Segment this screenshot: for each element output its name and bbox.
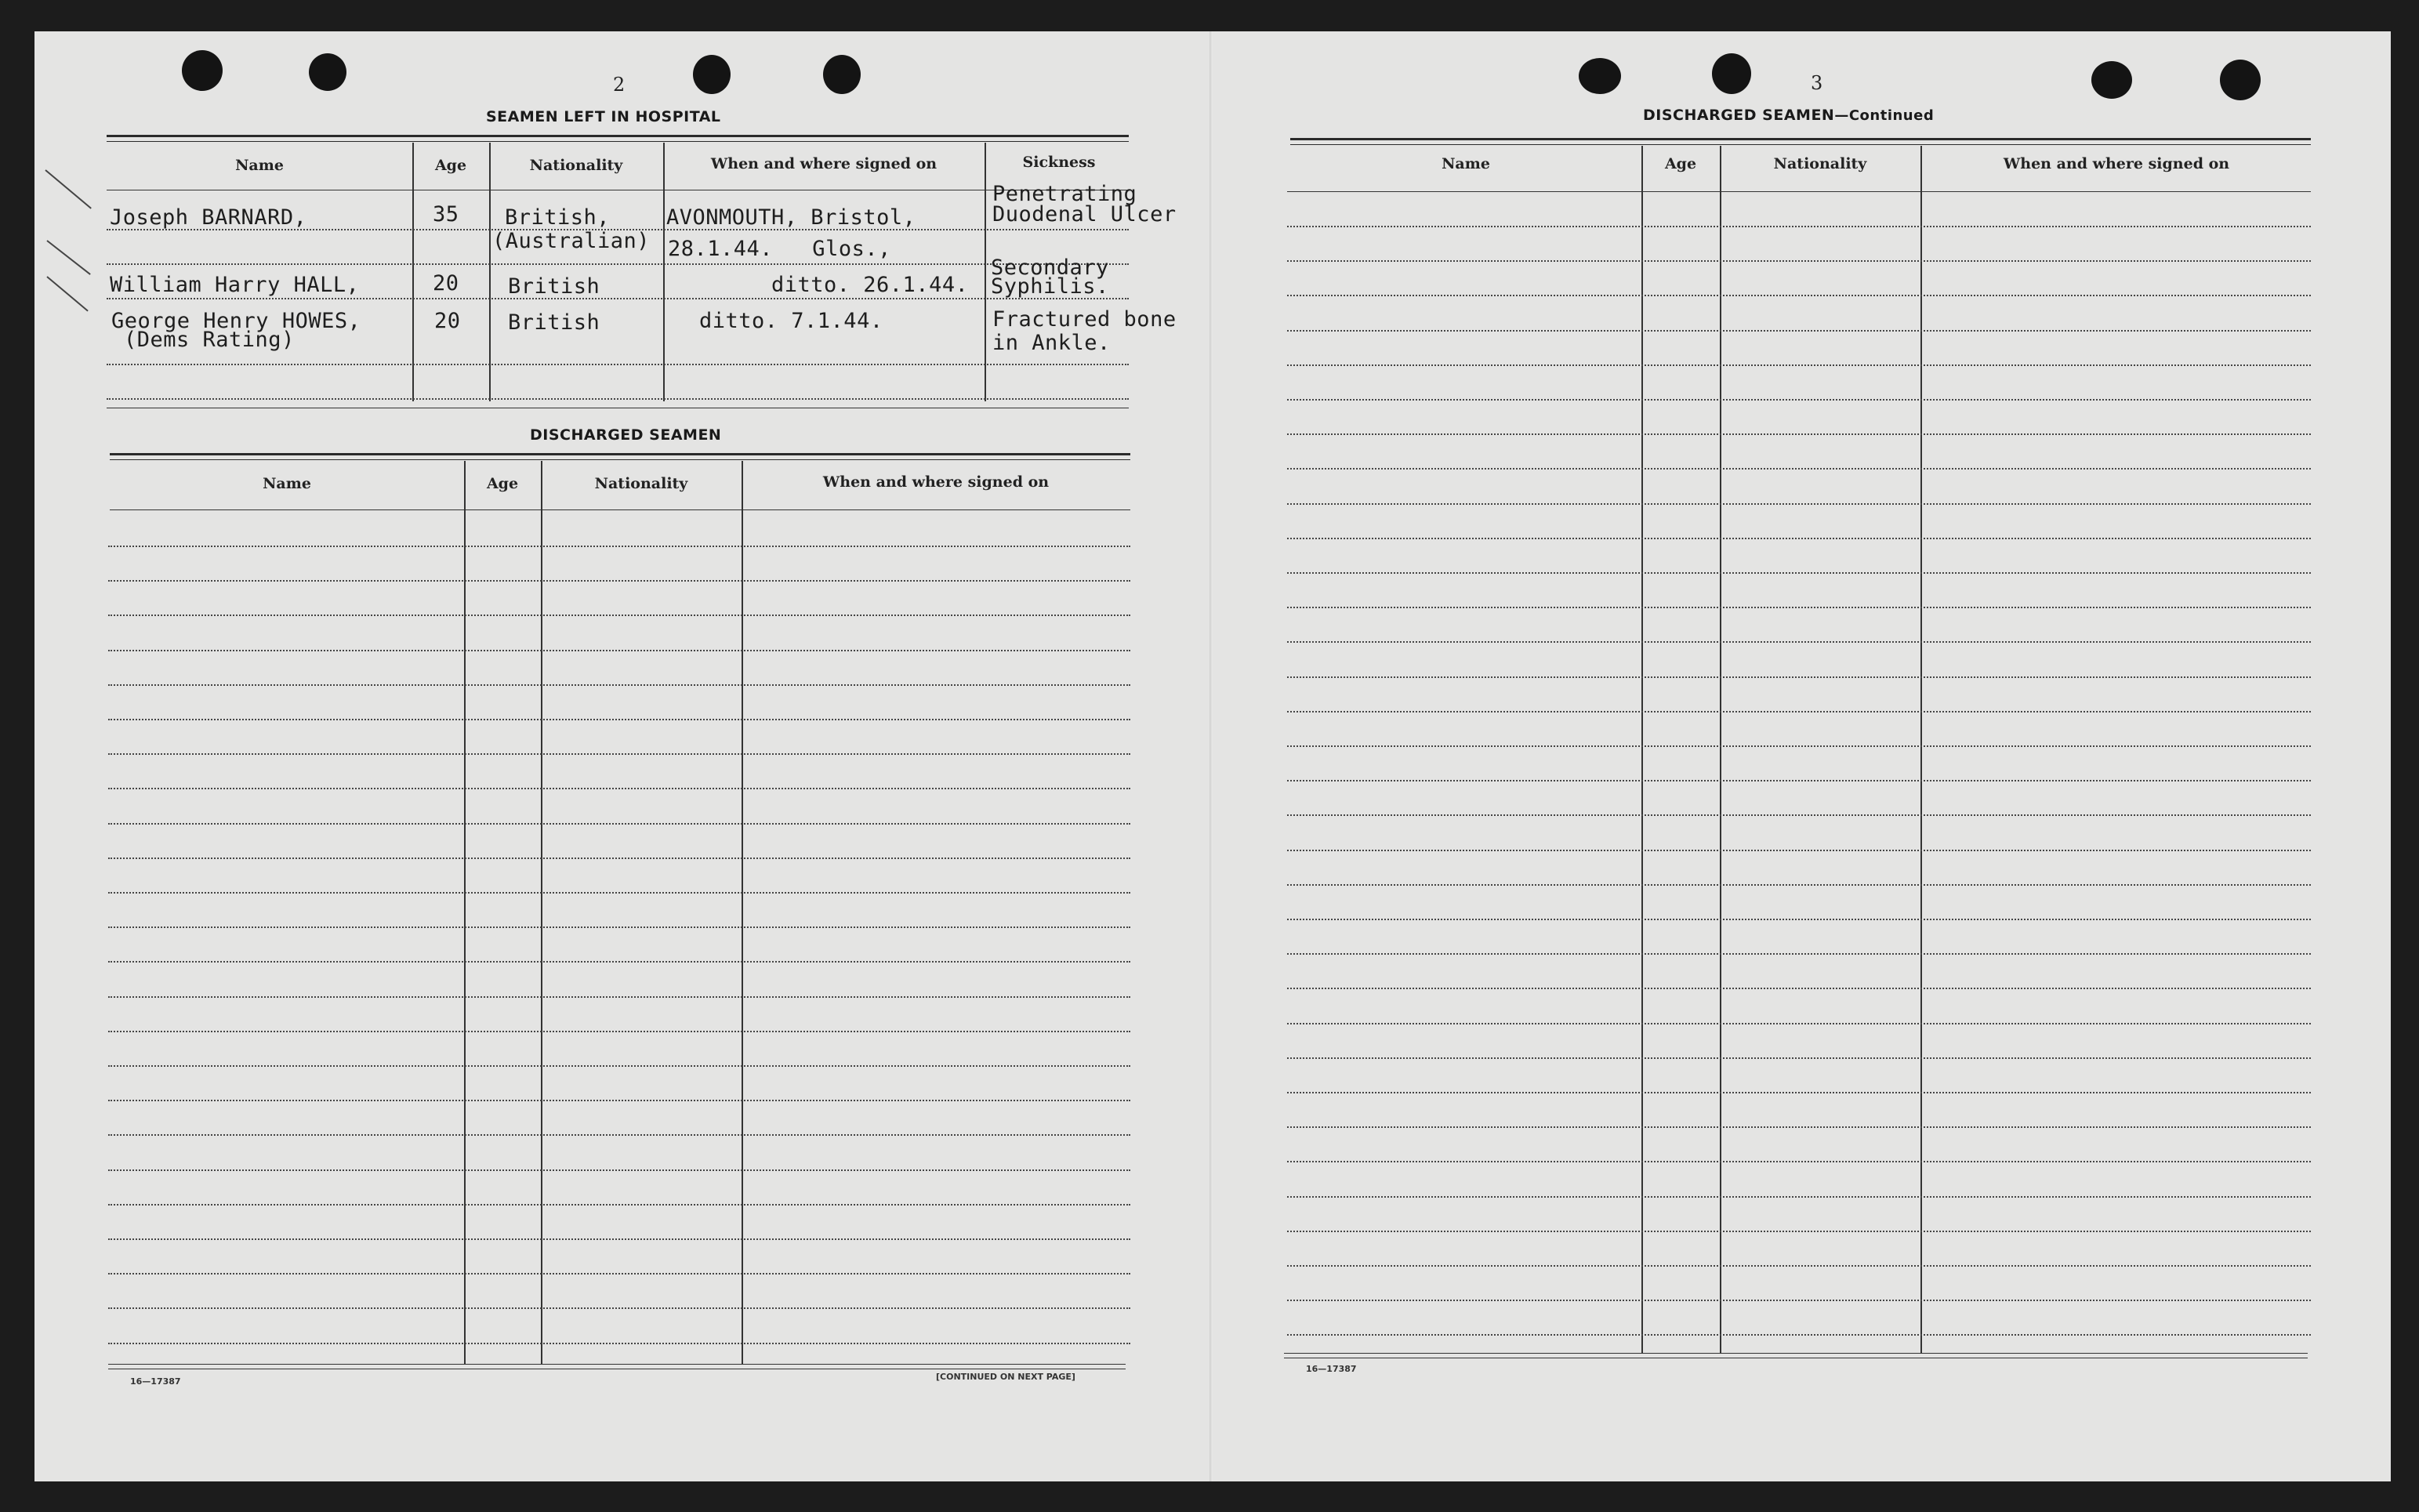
ruled-line <box>108 546 1130 547</box>
row3-signed-on: ditto. 7.1.44. <box>699 309 883 333</box>
row3-sickness: Fractured bone <box>992 307 1177 332</box>
hospital-col-sickness: Sickness <box>1022 154 1096 171</box>
ruled-line <box>1287 260 2311 262</box>
right-table-bottom-rule <box>1284 1353 2308 1354</box>
punch-hole <box>1579 58 1621 94</box>
punch-hole <box>693 55 731 94</box>
hospital-col-divider <box>412 143 414 401</box>
discharged-col-signed-on: When and where signed on <box>822 473 1050 491</box>
discharged-section-title: DISCHARGED SEAMEN <box>530 426 722 444</box>
right-header-rule <box>1287 191 2311 192</box>
discharged-table-top-rule <box>110 453 1130 455</box>
ruled-line <box>108 684 1130 686</box>
ruled-line <box>108 1238 1130 1240</box>
ruled-line <box>1287 711 2311 712</box>
punch-hole <box>2091 61 2132 99</box>
discharged-col-divider <box>464 461 466 1364</box>
right-col-divider <box>1641 146 1643 1353</box>
right-col-signed-on: When and where signed on <box>2003 155 2230 172</box>
hospital-row-rule <box>107 263 1129 265</box>
ruled-line <box>108 823 1130 825</box>
row3-nationality: British <box>508 310 600 335</box>
ruled-line <box>108 926 1130 928</box>
hospital-table-top-rule <box>107 141 1129 142</box>
ruled-line <box>1287 1092 2311 1093</box>
row3-sickness-detail: in Ankle. <box>992 331 1111 355</box>
discharged-col-divider <box>742 461 743 1364</box>
row2-nationality: British <box>508 274 600 299</box>
ruled-line <box>1287 850 2311 851</box>
ruled-line <box>1287 572 2311 574</box>
continued-note: [CONTINUED ON NEXT PAGE] <box>936 1372 1075 1382</box>
row1-sickness: Penetrating <box>992 182 1137 206</box>
hospital-row-rule <box>107 298 1129 299</box>
row1-signed-on-date: 28.1.44. Glos., <box>668 237 891 261</box>
ruled-line <box>108 719 1130 720</box>
ruled-line <box>1287 1265 2311 1267</box>
left-page-number: 2 <box>613 74 626 96</box>
row2-name: William Harry HALL, <box>110 273 360 297</box>
ruled-line <box>108 1273 1130 1275</box>
row2-signed-on: ditto. 26.1.44. <box>771 273 969 297</box>
hospital-col-nationality: Nationality <box>529 157 623 174</box>
right-title-main: DISCHARGED SEAMEN <box>1643 107 1835 124</box>
ruled-line <box>1287 884 2311 886</box>
ruled-line <box>1287 330 2311 332</box>
row3-age: 20 <box>434 309 461 333</box>
ruled-line <box>1287 1161 2311 1162</box>
punch-hole <box>2220 60 2261 100</box>
ruled-line <box>1287 814 2311 816</box>
hospital-col-divider <box>489 143 491 401</box>
hospital-row-rule <box>107 364 1129 365</box>
ruled-line <box>1287 919 2311 920</box>
punch-hole <box>1712 53 1751 94</box>
ruled-line <box>1287 676 2311 678</box>
ruled-line <box>108 858 1130 859</box>
right-col-age: Age <box>1664 155 1697 172</box>
row3-name: George Henry HOWES, <box>111 309 361 333</box>
ruled-line <box>108 580 1130 582</box>
ruled-line <box>1287 641 2311 643</box>
discharged-col-divider <box>541 461 542 1364</box>
ruled-line <box>108 1169 1130 1171</box>
ruled-line <box>108 753 1130 755</box>
ruled-line <box>1287 1057 2311 1059</box>
right-col-divider <box>1920 146 1922 1353</box>
ruled-line <box>1287 745 2311 747</box>
ruled-line <box>108 1307 1130 1309</box>
ruled-line <box>108 788 1130 789</box>
ruled-line <box>108 1343 1130 1344</box>
right-col-name: Name <box>1442 155 1490 172</box>
ruled-line <box>108 1134 1130 1136</box>
left-form-number: 16—17387 <box>130 1376 181 1387</box>
ruled-line <box>108 650 1130 651</box>
ruled-line <box>108 1204 1130 1206</box>
ruled-line <box>1287 607 2311 608</box>
row1-signed-on: AVONMOUTH, Bristol, <box>666 205 916 230</box>
discharged-table-top-rule <box>110 459 1130 460</box>
page-fold <box>1210 31 1213 1481</box>
punch-hole <box>309 53 346 91</box>
ruled-line <box>108 615 1130 616</box>
ruled-line <box>1287 538 2311 539</box>
ruled-line <box>1287 988 2311 989</box>
row1-sickness-detail: Duodenal Ulcer <box>992 202 1177 227</box>
ruled-line <box>1287 1126 2311 1128</box>
discharged-col-age: Age <box>486 475 519 492</box>
document-sheet <box>34 31 2391 1481</box>
row2-sickness-detail: Syphilis. <box>991 274 1109 299</box>
right-col-nationality: Nationality <box>1773 155 1867 172</box>
row1-age: 35 <box>433 202 459 227</box>
hospital-col-name: Name <box>235 157 284 174</box>
punch-hole <box>182 50 223 91</box>
hospital-col-divider <box>985 143 986 401</box>
right-section-title <box>1643 107 1934 124</box>
row2-age: 20 <box>433 271 459 296</box>
ruled-line <box>108 1065 1130 1067</box>
row3-name-note: (Dems Rating) <box>124 328 295 352</box>
ruled-line <box>108 892 1130 894</box>
right-table-top-rule <box>1290 144 2311 145</box>
row1-nationality-note: (Australian) <box>492 229 651 253</box>
ruled-line <box>1287 226 2311 227</box>
hospital-row-rule <box>107 398 1129 400</box>
ruled-line <box>108 1100 1130 1101</box>
hospital-col-divider <box>663 143 665 401</box>
row1-name: Joseph BARNARD, <box>110 205 307 230</box>
ruled-line <box>1287 433 2311 435</box>
ruled-line <box>1287 468 2311 470</box>
row2-sickness: Secondary <box>991 256 1109 280</box>
ruled-line <box>1287 1231 2311 1232</box>
discharged-col-name: Name <box>263 475 311 492</box>
right-form-number: 16—17387 <box>1306 1364 1357 1374</box>
discharged-header-rule <box>110 509 1130 510</box>
ruled-line <box>1287 1300 2311 1301</box>
right-title-suffix: —Continued <box>1834 107 1935 124</box>
right-page-number: 3 <box>1811 72 1823 94</box>
hospital-col-age: Age <box>434 157 467 174</box>
discharged-col-nationality: Nationality <box>594 475 688 492</box>
hospital-table-top-rule <box>107 135 1129 137</box>
ruled-line <box>1287 953 2311 955</box>
ruled-line <box>1287 503 2311 505</box>
ruled-line <box>1287 1023 2311 1024</box>
ruled-line <box>1287 1334 2311 1336</box>
ruled-line <box>1287 364 2311 366</box>
right-table-top-rule <box>1290 138 2311 140</box>
ruled-line <box>108 1031 1130 1032</box>
ruled-line <box>1287 780 2311 781</box>
ruled-line <box>1287 295 2311 296</box>
punch-hole <box>823 55 861 94</box>
discharged-table-bottom-rule <box>108 1364 1126 1365</box>
hospital-section-title: SEAMEN LEFT IN HOSPITAL <box>486 108 721 125</box>
hospital-col-signed-on: When and where signed on <box>710 155 937 172</box>
ruled-line <box>1287 1196 2311 1198</box>
ruled-line <box>108 961 1130 963</box>
right-col-divider <box>1720 146 1721 1353</box>
ruled-line <box>108 996 1130 998</box>
row1-nationality: British, <box>505 205 611 230</box>
ruled-line <box>1287 399 2311 401</box>
